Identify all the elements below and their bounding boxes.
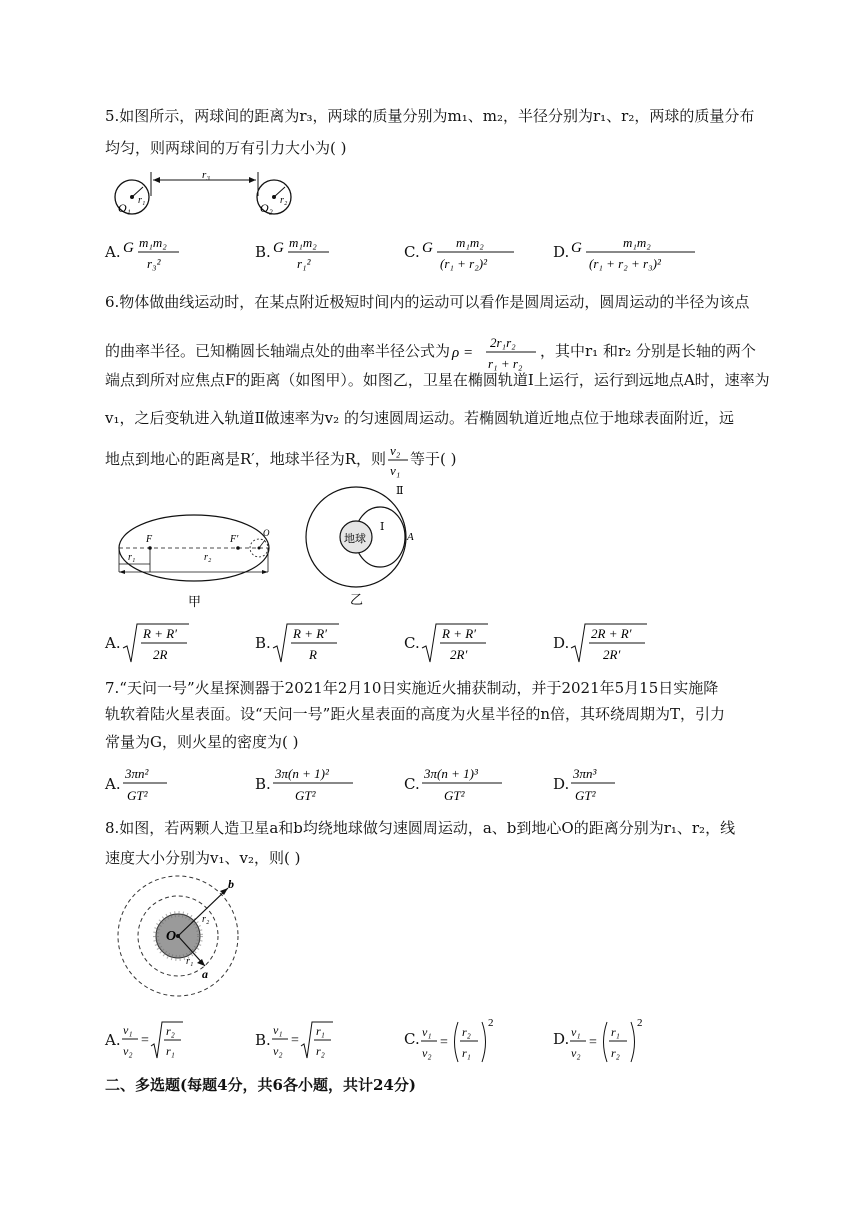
fig-yi-orbit2: Ⅱ (396, 485, 404, 497)
svg-text:v₂: v₂ (390, 443, 401, 458)
svg-text:G: G (421, 240, 433, 256)
q5-fig-r2: r₂ (280, 195, 288, 206)
svg-text:r₃²: r₃² (146, 256, 161, 271)
svg-text:2: 2 (487, 1017, 494, 1029)
q6-v-ratio (386, 440, 410, 480)
q6-rho-formula (450, 330, 540, 374)
svg-text:v₂: v₂ (122, 1044, 133, 1058)
q8-fig-b: b (228, 877, 234, 891)
q8-option-b[interactable] (255, 1018, 341, 1062)
option-label: D. (553, 1030, 570, 1048)
svg-text:m₁m₂: m₁m₂ (455, 235, 484, 250)
svg-text:=: = (589, 1035, 598, 1050)
option-label: A. (105, 243, 121, 261)
q7-c-formula (420, 762, 506, 806)
svg-text:GT²: GT² (294, 788, 316, 803)
svg-text:ρ =: ρ = (452, 345, 474, 361)
option-label: A. (105, 1031, 121, 1049)
svg-text:=: = (439, 1035, 448, 1050)
svg-text:v₁: v₁ (421, 1025, 432, 1039)
svg-text:v₂: v₂ (272, 1044, 283, 1058)
svg-text:r₁: r₁ (461, 1046, 471, 1060)
svg-text:R: R (308, 647, 317, 662)
q5-b-formula (271, 230, 351, 274)
q6-line5: 地点到地心的距离是R′，地球半径为R，则 v₂ v₁ 等于( ) (105, 440, 456, 480)
q8-option-c[interactable] (404, 1014, 504, 1064)
svg-text:G: G (272, 240, 284, 256)
svg-text:m₁m₂: m₁m₂ (288, 235, 317, 250)
fig-yi-A: A (407, 531, 414, 543)
q5-line2: 均匀，则两球间的万有引力大小为( ) (105, 139, 347, 157)
svg-text:R + R′: R + R′ (441, 626, 476, 641)
q7-option-b[interactable] (255, 762, 357, 806)
q8-fig-r2: r₂ (202, 914, 210, 925)
svg-text:r₁ + r₂: r₁ + r₂ (488, 356, 523, 371)
q8-figure (116, 874, 246, 1004)
svg-text:=: = (290, 1033, 299, 1048)
q6-line2: 的曲率半径。已知椭圆长轴端点处的曲率半径公式为 ρ = 2r₁r₂ r₁ + r₂ ，其中r₁ 和r₂ 分别是长轴的两个 (105, 330, 756, 374)
q5-option-c[interactable] (404, 230, 520, 274)
svg-text:(r₁ + r₂)²: (r₁ + r₂)² (439, 256, 487, 271)
q5-a-formula (121, 230, 201, 274)
q6-b-formula (271, 620, 341, 666)
svg-text:2: 2 (637, 1017, 643, 1029)
q5-option-b[interactable] (255, 230, 351, 274)
q5-figure (110, 168, 310, 220)
option-label: B. (255, 1031, 271, 1049)
svg-text:3π(n + 1)³: 3π(n + 1)³ (423, 766, 478, 781)
q8-b-formula (271, 1018, 341, 1062)
fig-jia-O: O (263, 528, 270, 538)
section-heading: 二、多选题(每题4分，共6各小题，共计24分) (105, 1076, 416, 1094)
q7-b-formula (271, 762, 357, 806)
q7-line2: 轨软着陆火星表面。设“天问一号”距火星表面的高度为火星半径的n倍，其环绕周期为T，引力 (105, 705, 726, 723)
q7-line3: 常量为G，则火星的密度为( ) (105, 733, 299, 751)
option-label: C. (404, 775, 420, 793)
q5-option-d[interactable] (553, 230, 699, 274)
q5-option-a[interactable] (105, 230, 201, 274)
option-label: B. (255, 634, 271, 652)
option-label: B. (255, 243, 271, 261)
q6-option-b[interactable] (255, 620, 341, 666)
svg-text:3πn³: 3πn³ (573, 766, 597, 781)
q8-fig-a: a (202, 967, 208, 981)
q6-option-d[interactable] (553, 620, 649, 666)
svg-text:v₁: v₁ (122, 1023, 133, 1037)
svg-text:(r₁ + r₂ + r₃)²: (r₁ + r₂ + r₃)² (589, 256, 662, 271)
option-label: D. (553, 243, 570, 261)
q5-c-formula (420, 230, 520, 274)
q8-line1: 8.如图，若两颗人造卫星a和b均绕地球做匀速圆周运动，a、b到地心O的距离分别为r₁、r₂，线 (105, 819, 736, 837)
svg-text:=: = (140, 1033, 149, 1048)
svg-text:2R + R′: 2R + R′ (591, 626, 632, 641)
fig-jia-caption: 甲 (188, 594, 202, 609)
q5-line1: 5.如图所示，两球间的距离为r₃，两球的质量分别为m₁、m₂，半径分别为r₁、r₂，两球的质量分布 (105, 107, 755, 125)
q6-figure-yi (300, 482, 420, 608)
q5-d-formula (569, 230, 699, 274)
q7-option-d[interactable] (553, 762, 619, 806)
q8-d-formula (569, 1014, 653, 1064)
svg-text:GT²: GT² (575, 788, 596, 803)
svg-text:2R: 2R (152, 647, 168, 662)
q7-option-a[interactable] (105, 762, 171, 806)
svg-text:r₁: r₁ (315, 1024, 325, 1038)
q8-fig-r1: r₁ (186, 956, 194, 967)
svg-text:R + R′: R + R′ (292, 626, 327, 641)
q7-option-c[interactable] (404, 762, 506, 806)
q6-d-formula (569, 620, 649, 666)
svg-text:m₁m₂: m₁m₂ (138, 235, 167, 250)
q8-fig-O: O (166, 929, 177, 944)
svg-text:v₂: v₂ (571, 1046, 581, 1060)
option-label: C. (404, 243, 420, 261)
svg-text:v₁: v₁ (390, 463, 401, 478)
q7-a-formula (121, 762, 171, 806)
q6-figure-jia (114, 512, 276, 612)
fig-jia-F: F (146, 534, 153, 545)
svg-text:2r₁r₂: 2r₁r₂ (490, 335, 516, 350)
svg-text:G: G (571, 240, 583, 256)
q7-d-formula (569, 762, 619, 806)
svg-text:2R′: 2R′ (449, 647, 468, 662)
fig-yi-earth: 地球 (344, 533, 366, 545)
svg-text:m₁m₂: m₁m₂ (623, 235, 652, 250)
svg-text:r₁: r₁ (165, 1044, 175, 1058)
q7-line1: 7.“天问一号”火星探测器于2021年2月10日实施近火捕获制动，并于2021年5月15日实施降 (105, 679, 719, 697)
svg-text:r₂: r₂ (165, 1024, 175, 1038)
q5-fig-r3: r₃ (202, 169, 211, 181)
q6-option-c[interactable] (404, 620, 490, 666)
q5-fig-o1: O₁ (118, 201, 131, 215)
svg-text:r₁²: r₁² (296, 256, 311, 271)
option-label: A. (105, 775, 121, 793)
svg-text:v₂: v₂ (421, 1046, 432, 1060)
q6-line4: v₁，之后变轨进入轨道Ⅱ做速率为v₂ 的匀速圆周运动。若椭圆轨道近地点位于地球表面附近，远 (105, 409, 734, 427)
svg-text:R + R′: R + R′ (142, 626, 177, 641)
q5-fig-o2: O₂ (260, 201, 273, 215)
svg-text:r₂: r₂ (611, 1046, 621, 1060)
fig-jia-r2: r₂ (204, 552, 212, 563)
q8-c-formula (420, 1014, 504, 1064)
q6-line3: 端点到所对应焦点F的距离（如图甲）。如图乙，卫星在椭圆轨道Ⅰ上运行，运行到远地点A时，速率为 (105, 371, 770, 389)
option-label: C. (404, 1030, 420, 1048)
svg-text:3π(n + 1)²: 3π(n + 1)² (274, 766, 329, 781)
option-label: B. (255, 775, 271, 793)
option-label: C. (404, 634, 420, 652)
fig-jia-F2: F′ (230, 534, 239, 545)
svg-text:r₁: r₁ (611, 1025, 621, 1039)
q8-a-formula (121, 1018, 191, 1062)
q6-line1: 6.物体做曲线运动时，在某点附近极短时间内的运动可以看作是圆周运动，圆周运动的半径为该点 (105, 293, 750, 311)
svg-text:2R′: 2R′ (603, 647, 621, 662)
svg-text:r₂: r₂ (315, 1044, 325, 1058)
option-label: A. (105, 634, 121, 652)
q5-fig-r1: r₁ (138, 195, 146, 206)
q6-a-formula (121, 620, 191, 666)
svg-text:v₁: v₁ (272, 1023, 283, 1037)
svg-text:v₁: v₁ (571, 1025, 581, 1039)
option-label: D. (553, 775, 570, 793)
q8-option-d[interactable] (553, 1014, 653, 1064)
fig-yi-caption: 乙 (350, 592, 364, 607)
svg-text:GT²: GT² (443, 788, 465, 803)
q8-line2: 速度大小分别为v₁、v₂，则( ) (105, 849, 301, 867)
q6-option-a[interactable] (105, 620, 191, 666)
svg-text:r₂: r₂ (461, 1025, 471, 1039)
svg-text:3πn²: 3πn² (124, 766, 149, 781)
svg-text:G: G (122, 240, 134, 256)
q8-option-a[interactable] (105, 1018, 191, 1062)
q6-c-formula (420, 620, 490, 666)
fig-yi-orbit1: Ⅰ (380, 521, 385, 533)
fig-jia-r1: r₁ (128, 552, 136, 563)
option-label: D. (553, 634, 570, 652)
svg-text:GT²: GT² (126, 788, 148, 803)
